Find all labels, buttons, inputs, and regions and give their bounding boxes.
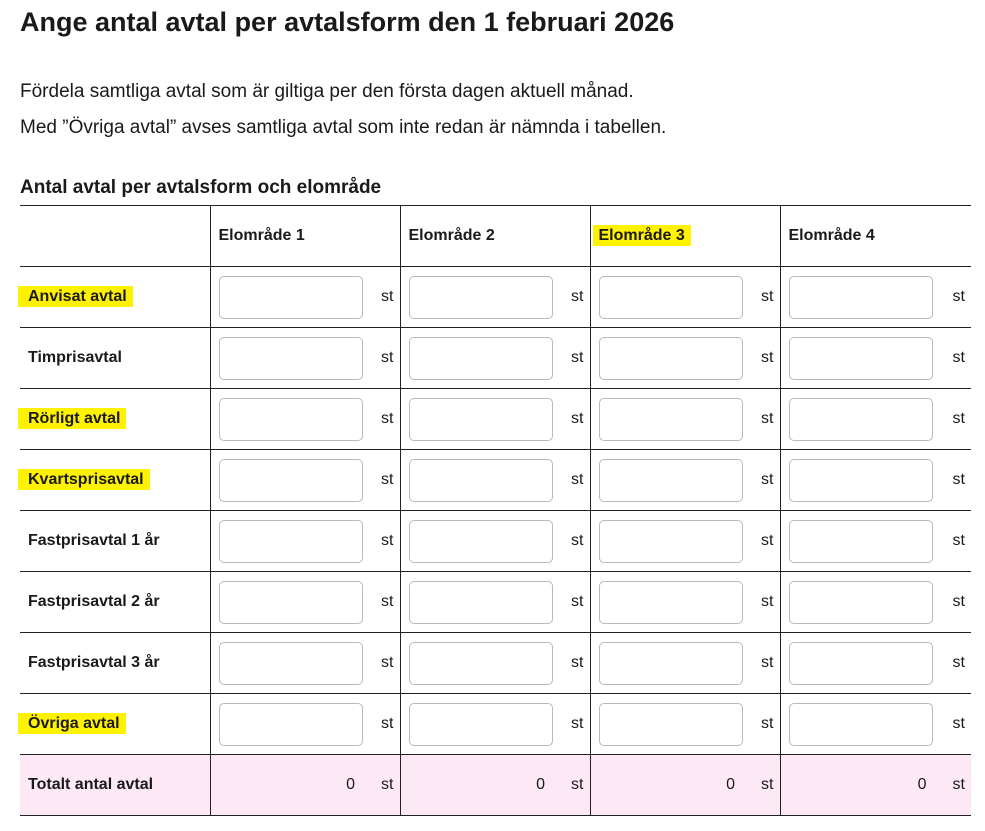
row-label — [20, 694, 210, 755]
row-label — [20, 511, 210, 572]
count-input[interactable] — [789, 398, 933, 441]
section-title: Antal avtal per avtalsform och elområde — [20, 177, 382, 198]
unit-label: st — [761, 654, 774, 671]
value-cell — [210, 694, 400, 755]
count-input[interactable] — [219, 459, 363, 502]
column-header: Elområde 4 — [780, 206, 971, 267]
intro-line-2: Med ”Övriga avtal” avses samtliga avtal som inte redan är nämnda i tabellen. — [20, 117, 667, 138]
unit-label: st — [952, 654, 965, 671]
column-header: Elområde 1 — [210, 206, 400, 267]
value-cell — [780, 328, 971, 389]
unit-label: st — [761, 349, 774, 366]
total-value: 0 — [536, 776, 546, 793]
row-label — [20, 450, 210, 511]
unit-label: st — [571, 532, 584, 549]
table-row — [20, 267, 971, 328]
total-cell — [780, 755, 971, 816]
value-cell — [400, 450, 590, 511]
count-input[interactable] — [219, 337, 363, 380]
count-input[interactable] — [219, 398, 363, 441]
total-cell — [590, 755, 780, 816]
row-label-text: Fastprisavtal 3 år — [28, 654, 160, 671]
count-input[interactable] — [599, 459, 743, 502]
intro-text — [20, 74, 666, 146]
count-input[interactable] — [409, 581, 553, 624]
row-label — [20, 267, 210, 328]
table-row — [20, 572, 971, 633]
unit-label: st — [381, 593, 394, 610]
unit-label: st — [761, 715, 774, 732]
count-input[interactable] — [599, 337, 743, 380]
value-cell — [210, 328, 400, 389]
unit-label: st — [571, 654, 584, 671]
row-label-text: Anvisat avtal — [18, 286, 133, 307]
count-input[interactable] — [219, 276, 363, 319]
intro-line-1: Fördela samtliga avtal som är giltiga per den första dagen aktuell månad. — [20, 81, 634, 102]
total-cell — [210, 755, 400, 816]
unit-label: st — [381, 471, 394, 488]
value-cell — [210, 572, 400, 633]
count-input[interactable] — [409, 642, 553, 685]
value-cell — [780, 267, 971, 328]
unit-label: st — [571, 288, 584, 305]
value-cell — [400, 633, 590, 694]
unit-label: st — [761, 471, 774, 488]
value-cell — [780, 694, 971, 755]
value-cell — [780, 511, 971, 572]
count-input[interactable] — [409, 703, 553, 746]
value-cell — [400, 389, 590, 450]
value-cell — [400, 511, 590, 572]
value-cell — [400, 694, 590, 755]
unit-label: st — [381, 532, 394, 549]
count-input[interactable] — [789, 581, 933, 624]
value-cell — [590, 267, 780, 328]
unit-label: st — [952, 715, 965, 732]
count-input[interactable] — [219, 520, 363, 563]
unit-label: st — [571, 471, 584, 488]
row-label-text: Kvartsprisavtal — [18, 469, 150, 490]
count-input[interactable] — [219, 642, 363, 685]
count-input[interactable] — [599, 276, 743, 319]
count-input[interactable] — [599, 520, 743, 563]
table-row — [20, 389, 971, 450]
value-cell — [400, 328, 590, 389]
value-cell — [780, 572, 971, 633]
count-input[interactable] — [409, 459, 553, 502]
value-cell — [780, 450, 971, 511]
row-label-text: Rörligt avtal — [18, 408, 126, 429]
unit-label: st — [571, 715, 584, 732]
count-input[interactable] — [599, 703, 743, 746]
unit-label: st — [381, 288, 394, 305]
row-label-text: Fastprisavtal 1 år — [28, 532, 160, 549]
unit-label: st — [952, 288, 965, 305]
unit-label: st — [952, 471, 965, 488]
count-input[interactable] — [599, 398, 743, 441]
value-cell — [590, 450, 780, 511]
value-cell — [590, 633, 780, 694]
unit-label: st — [571, 776, 584, 793]
value-cell — [210, 450, 400, 511]
total-cell — [400, 755, 590, 816]
unit-label: st — [761, 532, 774, 549]
value-cell — [590, 328, 780, 389]
table-row — [20, 328, 971, 389]
count-input[interactable] — [409, 337, 553, 380]
count-input[interactable] — [409, 520, 553, 563]
unit-label: st — [952, 593, 965, 610]
unit-label: st — [761, 288, 774, 305]
value-cell — [400, 267, 590, 328]
count-input[interactable] — [409, 276, 553, 319]
value-cell — [210, 511, 400, 572]
row-label — [20, 389, 210, 450]
count-input[interactable] — [789, 703, 933, 746]
table-header-row — [20, 206, 971, 267]
unit-label: st — [761, 593, 774, 610]
unit-label: st — [952, 349, 965, 366]
count-input[interactable] — [409, 398, 553, 441]
value-cell — [590, 694, 780, 755]
count-input[interactable] — [789, 459, 933, 502]
value-cell — [780, 389, 971, 450]
total-value: 0 — [346, 776, 356, 793]
count-input[interactable] — [219, 581, 363, 624]
unit-label: st — [381, 776, 394, 793]
total-row — [20, 755, 971, 816]
contracts-table — [20, 205, 971, 816]
unit-label: st — [381, 654, 394, 671]
total-label: Totalt antal avtal — [20, 755, 210, 816]
table-row — [20, 450, 971, 511]
count-input[interactable] — [219, 703, 363, 746]
unit-label: st — [381, 349, 394, 366]
unit-label: st — [952, 532, 965, 549]
unit-label: st — [571, 410, 584, 427]
unit-label: st — [761, 410, 774, 427]
unit-label: st — [761, 776, 774, 793]
value-cell — [400, 572, 590, 633]
value-cell — [210, 267, 400, 328]
row-label-text: Fastprisavtal 2 år — [28, 593, 160, 610]
value-cell — [590, 389, 780, 450]
table-row — [20, 511, 971, 572]
unit-label: st — [571, 593, 584, 610]
column-header: Elområde 2 — [400, 206, 590, 267]
count-input[interactable] — [789, 642, 933, 685]
unit-label: st — [952, 776, 965, 793]
row-label-text: Timprisavtal — [28, 349, 122, 366]
header-empty — [20, 206, 210, 267]
count-input[interactable] — [789, 337, 933, 380]
value-cell — [210, 633, 400, 694]
count-input[interactable] — [789, 276, 933, 319]
row-label — [20, 572, 210, 633]
total-value: 0 — [917, 776, 927, 793]
value-cell — [210, 389, 400, 450]
unit-label: st — [381, 410, 394, 427]
row-label — [20, 633, 210, 694]
column-header: Elområde 3 — [590, 206, 780, 267]
page-title: Ange antal avtal per avtalsform den 1 februari 2026 — [20, 7, 675, 37]
count-input[interactable] — [599, 581, 743, 624]
table-row — [20, 633, 971, 694]
table-row — [20, 694, 971, 755]
value-cell — [780, 633, 971, 694]
count-input[interactable] — [789, 520, 933, 563]
unit-label: st — [381, 715, 394, 732]
row-label-text: Övriga avtal — [18, 713, 126, 734]
row-label — [20, 328, 210, 389]
unit-label: st — [952, 410, 965, 427]
value-cell — [590, 511, 780, 572]
value-cell — [590, 572, 780, 633]
total-value: 0 — [726, 776, 736, 793]
count-input[interactable] — [599, 642, 743, 685]
unit-label: st — [571, 349, 584, 366]
